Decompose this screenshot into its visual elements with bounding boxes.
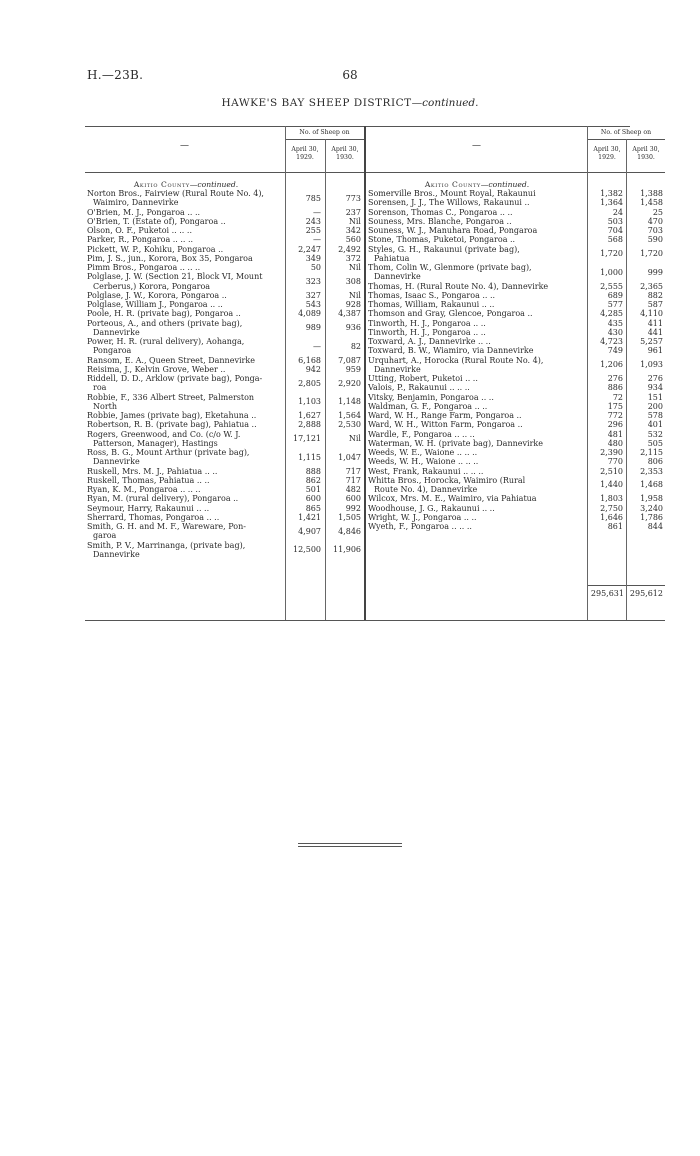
sheep-1930: 532 xyxy=(647,429,663,439)
holder-name-line: Tinworth, H. J., Pongaroa .. .. xyxy=(368,318,486,328)
holder-name-line: Weeds, W. E., Waione .. .. .. xyxy=(368,448,478,457)
center-divider xyxy=(364,126,366,620)
holder-name xyxy=(87,494,283,503)
holder-name xyxy=(368,374,584,383)
holder-name xyxy=(87,337,283,356)
holder-name xyxy=(368,439,584,448)
holder-name-line: Toxward, B. W., Wiamiro, via Dannevirke xyxy=(368,346,534,356)
sheep-1929: 327 xyxy=(305,290,321,300)
holder-name-line: Ruskell, Mrs. M. J., Pahiatua .. .. xyxy=(87,466,218,476)
holder-name-line: Souness, Mrs. Blanche, Pongaroa .. xyxy=(368,216,512,226)
holder-name-line: Reisima, J., Kelvin Grove, Weber .. xyxy=(87,364,226,374)
holder-name-line: Thomson and Gray, Glencoe, Pongaroa .. xyxy=(368,309,533,319)
sheep-1929: 704 xyxy=(607,226,623,235)
holder-name xyxy=(368,328,584,337)
holder-name-line: Styles, G. H., Rakaunui (private bag), xyxy=(368,244,520,254)
sheep-1929: 24 xyxy=(612,207,623,217)
holder-name-continuation: Route No. 4), Dannevirke xyxy=(374,485,478,494)
sheep-1929: 296 xyxy=(607,420,623,430)
holder-name xyxy=(368,226,584,235)
holder-name xyxy=(368,319,584,328)
sheep-1930: 600 xyxy=(345,494,361,504)
holder-name xyxy=(87,235,283,244)
holder-name-line: Wilcox, Mrs. M. E., Waimiro, via Pahiatua xyxy=(368,494,537,504)
sheep-1930: 372 xyxy=(345,253,361,263)
holder-name-line: Urquhart, A., Horocka (Rural Route No. 4), xyxy=(368,355,544,365)
sheep-1929: 4,723 xyxy=(600,337,623,346)
sheep-1929: 942 xyxy=(305,364,321,374)
holder-name xyxy=(87,309,283,318)
end-rule-bottom xyxy=(298,846,402,847)
right-section-heading xyxy=(368,180,586,189)
sheep-1929: 2,805 xyxy=(298,378,321,388)
holder-name xyxy=(368,309,584,318)
holder-name xyxy=(368,263,584,282)
holder-name-continuation: Pahiatua xyxy=(374,253,410,263)
holder-name-line: Pimm Bros., Pongaroa .. .. .. xyxy=(87,263,201,272)
right-section-name: Akitio County xyxy=(424,180,481,189)
sheep-1929: 1,115 xyxy=(298,452,321,462)
left-section-name: Akitio County xyxy=(133,180,190,189)
sheep-1930: 342 xyxy=(345,226,361,235)
sheep-1930: 276 xyxy=(647,374,663,383)
sheep-1929: 886 xyxy=(607,383,623,393)
holder-name xyxy=(368,430,584,439)
holder-name xyxy=(87,448,283,467)
holder-name xyxy=(87,217,283,226)
holder-name xyxy=(368,457,584,466)
sheep-1930: 2,115 xyxy=(640,448,663,457)
sheep-1930: Nil xyxy=(348,434,361,444)
holder-name xyxy=(87,356,283,365)
sheep-1929: 255 xyxy=(305,226,321,235)
sheep-1930: 844 xyxy=(647,522,663,531)
sheep-1930: 959 xyxy=(345,364,361,374)
holder-name xyxy=(368,393,584,402)
header-bottom-rule xyxy=(85,172,665,173)
holder-name-line: Norton Bros., Fairview (Rural Route No. 4), xyxy=(87,189,264,198)
sheep-1929: 865 xyxy=(305,503,321,513)
holder-name-continuation: Dannevirke xyxy=(93,457,140,467)
holder-name-continuation: Dannevirke xyxy=(93,327,140,337)
title-suffix: —continued. xyxy=(411,97,479,109)
holder-name-line: Poole, H. R. (private bag), Pongaroa .. xyxy=(87,309,241,319)
sheep-1930: 470 xyxy=(647,216,663,226)
sheep-1929: 4,907 xyxy=(298,526,321,536)
sheep-1930: 7,087 xyxy=(338,355,361,365)
sheep-1929: 1,206 xyxy=(600,360,623,370)
sheep-1930: 961 xyxy=(647,346,663,356)
right-name-header: — xyxy=(472,141,481,151)
sheep-1929: 2,510 xyxy=(600,466,623,476)
holder-name-line: Thomas, Isaac S., Pongaroa .. .. xyxy=(368,290,496,300)
sheep-1930: 82 xyxy=(350,341,361,351)
holder-name-line: Robertson, R. B. (private bag), Pahiatua .. xyxy=(87,420,257,430)
sheep-1929: 989 xyxy=(305,323,321,333)
sheep-1930: 590 xyxy=(647,235,663,245)
sheep-1929: 1,364 xyxy=(600,198,623,208)
sheep-1930: 5,257 xyxy=(640,337,663,346)
holder-name-line: Smith, G. H. and M. F., Wareware, Pon- xyxy=(87,522,246,531)
sheep-1930: 1,468 xyxy=(640,480,663,490)
right-col2-header: April 30, 1930. xyxy=(632,146,660,161)
holder-name-continuation: Cerberus,) Korora, Pongaroa xyxy=(93,281,211,291)
holder-name xyxy=(87,513,283,522)
sheep-1929: 785 xyxy=(305,193,321,203)
holder-name-line: Wright, W. J., Pongaroa .. .. xyxy=(368,512,477,522)
holder-name-line: Waterman, W. H. (private bag), Dannevirke xyxy=(368,438,543,448)
sheep-1929: 323 xyxy=(305,276,321,286)
sheep-1929: — xyxy=(313,235,321,245)
holder-name-line: Smith, P. V., Marrinanga, (private bag), xyxy=(87,540,246,550)
sheep-1930: 1,564 xyxy=(338,411,361,420)
holder-name xyxy=(87,420,283,429)
holder-name xyxy=(87,393,283,412)
sheep-1930: 999 xyxy=(647,267,663,277)
holder-name xyxy=(87,541,283,560)
sheep-1930: 308 xyxy=(345,276,361,286)
holder-name-line: Ross, B. G., Mount Arthur (private bag), xyxy=(87,448,250,457)
holder-name xyxy=(368,337,584,346)
sheep-1930: 4,846 xyxy=(338,526,361,536)
sheep-1929: 1,000 xyxy=(600,267,623,277)
left-section-heading xyxy=(87,180,285,189)
sheep-1929: 568 xyxy=(607,235,623,245)
holder-name-continuation: roa xyxy=(93,383,107,393)
sheep-1930: 505 xyxy=(647,438,663,448)
holder-name-line: Wardle, F., Pongaroa .. .. .. xyxy=(368,429,475,439)
holder-name-line: Sorenson, Thomas C., Pongaroa .. .. xyxy=(368,207,513,217)
sheep-1929: 1,627 xyxy=(298,411,321,420)
holder-name-continuation: North xyxy=(93,401,118,411)
holder-name xyxy=(87,208,283,217)
total-1929: 295,631 xyxy=(590,589,624,598)
holder-name-line: Ransom, E. A., Queen Street, Dannevirke xyxy=(87,355,255,365)
holder-name-line: Whitta Bros., Horocka, Waimiro (Rural xyxy=(368,475,526,485)
right-section-suffix: —continued. xyxy=(480,180,530,189)
sheep-1930: 237 xyxy=(345,207,361,217)
holder-name-line: Tinworth, H. J., Pongaroa .. .. xyxy=(368,327,486,337)
holder-name-continuation: Dannevirke xyxy=(93,549,140,559)
holder-name-continuation: Dannevirke xyxy=(374,272,421,282)
holder-name xyxy=(87,430,283,449)
sheep-1929: 6,168 xyxy=(298,355,321,365)
sheep-1930: 1,047 xyxy=(338,452,361,462)
holder-name-continuation: Pongaroa xyxy=(93,346,132,356)
holder-name-line: Waldman, G. F., Pongaroa .. .. xyxy=(368,401,488,411)
page-number: 68 xyxy=(342,68,358,82)
holder-name xyxy=(368,346,584,355)
sheep-1929: 577 xyxy=(607,300,623,309)
left-group-header: No. of Sheep on xyxy=(299,129,350,136)
holder-name-line: Polglase, J. W. (Section 21, Block VI, Mount xyxy=(87,272,263,282)
sheep-1930: 703 xyxy=(647,226,663,235)
holder-name xyxy=(368,467,584,476)
sheep-1929: — xyxy=(313,207,321,217)
holder-name-line: Robbie, James (private bag), Eketahuna .. xyxy=(87,411,257,420)
right-group-header: No. of Sheep on xyxy=(600,129,652,136)
sheep-1929: 2,555 xyxy=(600,281,623,291)
end-rule-top xyxy=(298,843,402,844)
holder-name-line: Sherrard, Thomas, Pongaroa .. .. xyxy=(87,512,220,522)
holder-name xyxy=(368,522,584,531)
sheep-1929: 276 xyxy=(607,374,623,383)
title-text: HAWKE'S BAY SHEEP DISTRICT xyxy=(221,97,412,109)
holder-name xyxy=(368,420,584,429)
holder-name xyxy=(87,300,283,309)
sheep-1929: 749 xyxy=(607,346,623,356)
sheep-1929: 862 xyxy=(305,475,321,485)
sheep-1930: 200 xyxy=(647,401,663,411)
sheep-1929: 50 xyxy=(310,263,321,272)
sheep-1929: 2,750 xyxy=(600,503,623,513)
sheep-1930: 4,387 xyxy=(338,309,361,319)
holder-name xyxy=(368,282,584,291)
sheep-1930: 2,365 xyxy=(640,281,663,291)
sheep-1930: 773 xyxy=(345,193,361,203)
holder-name xyxy=(368,189,584,198)
holder-name-line: Thomas, H. (Rural Route No. 4), Dannevirke xyxy=(368,281,549,291)
sheep-1929: 888 xyxy=(305,466,321,476)
document-reference: H.—23B. xyxy=(87,68,144,82)
holder-name xyxy=(87,319,283,338)
holder-name-line: Toxward, A. J., Dannevirke .. .. xyxy=(368,337,491,346)
sheep-1929: 501 xyxy=(305,485,321,494)
holder-name xyxy=(368,208,584,217)
sheep-1929: 861 xyxy=(607,522,623,531)
sheep-1929: 1,382 xyxy=(600,189,623,198)
sheep-1929: 12,500 xyxy=(293,545,321,555)
holder-name xyxy=(368,356,584,375)
holder-name-line: Seymour, Harry, Rakaunui .. .. xyxy=(87,503,210,513)
sheep-1930: 806 xyxy=(647,457,663,467)
holder-name-line: Ruskell, Thomas, Pahiatua .. .. xyxy=(87,475,210,485)
left-section-suffix: —continued. xyxy=(189,180,239,189)
holder-name xyxy=(87,374,283,393)
sheep-1930: 1,093 xyxy=(640,360,663,370)
holder-name-line: Robbie, F., 336 Albert Street, Palmerston xyxy=(87,392,255,402)
sheep-1930: 1,958 xyxy=(640,494,663,504)
left-col2-header: April 30, 1930. xyxy=(331,146,359,161)
holder-name-line: Ward, W. H., Range Farm, Pongaroa .. xyxy=(368,411,522,420)
sheep-1929: 2,247 xyxy=(298,244,321,254)
sheep-1930: Nil xyxy=(348,263,361,272)
holder-name-line: Somerville Bros., Mount Royal, Rakaunui xyxy=(368,189,536,198)
holder-name-line: Ward, W. H., Witton Farm, Pongaroa .. xyxy=(368,420,523,430)
sheep-1930: 2,530 xyxy=(338,420,361,430)
holder-name xyxy=(87,522,283,541)
page-title xyxy=(0,97,700,109)
total-1930: 295,612 xyxy=(629,589,663,598)
holder-name-line: Rogers, Greenwood, and Co. (c/o W. J. xyxy=(87,429,241,439)
holder-name xyxy=(368,300,584,309)
sheep-1929: 772 xyxy=(607,411,623,420)
sheep-1929: 1,421 xyxy=(298,512,321,522)
sheep-1930: 2,920 xyxy=(338,378,361,388)
sheep-1929: 1,720 xyxy=(600,249,623,259)
sheep-1929: 480 xyxy=(607,438,623,448)
holder-name xyxy=(368,476,584,495)
left-name-header: — xyxy=(180,141,189,151)
holder-name xyxy=(368,411,584,420)
holder-name-line: Sorensen, J. J., The Willows, Rakaunui .. xyxy=(368,198,530,208)
sheep-1930: 151 xyxy=(647,392,663,402)
sheep-1930: 717 xyxy=(345,466,361,476)
holder-name xyxy=(368,494,584,503)
sheep-1929: 503 xyxy=(607,216,623,226)
holder-name xyxy=(87,411,283,420)
holder-name-line: Vitsky, Benjamin, Pongaroa .. .. xyxy=(368,392,494,402)
holder-name-line: Thomas, William, Rakaunui .. .. xyxy=(368,300,495,309)
sheep-1930: 401 xyxy=(647,420,663,430)
holder-name-line: Ryan, K. M., Pongaroa .. .. .. xyxy=(87,485,201,494)
sheep-1929: 4,285 xyxy=(600,309,623,319)
holder-name-line: Porteous, A., and others (private bag), xyxy=(87,318,243,328)
right-col1-header: April 30, 1929. xyxy=(593,146,621,161)
holder-name-continuation: garoa xyxy=(93,531,117,541)
holder-name xyxy=(368,291,584,300)
holder-name xyxy=(87,504,283,513)
sheep-1930: 882 xyxy=(647,290,663,300)
sheep-1930: 560 xyxy=(345,235,361,245)
holder-name-line: Olson, O. F., Puketoi .. .. .. xyxy=(87,226,192,235)
sheep-1929: 1,440 xyxy=(600,480,623,490)
holder-name xyxy=(87,485,283,494)
holder-name-line: Pickett, W. P., Kohiku, Pongaroa .. xyxy=(87,244,224,254)
sheep-1929: 1,646 xyxy=(600,512,623,522)
holder-name xyxy=(87,272,283,291)
sheep-1930: 1,505 xyxy=(338,512,361,522)
holder-name xyxy=(87,226,283,235)
sheep-1930: 482 xyxy=(345,485,361,494)
sheep-1929: 1,803 xyxy=(600,494,623,504)
holder-name xyxy=(368,217,584,226)
holder-name-continuation: Patterson, Manager), Hastings xyxy=(93,438,218,448)
left-col1-header: April 30, 1929. xyxy=(291,146,319,161)
holder-name xyxy=(87,254,283,263)
sheep-1930: 1,458 xyxy=(640,198,663,208)
table-top-rule xyxy=(85,126,630,127)
sheep-1929: 600 xyxy=(305,494,321,504)
holder-name xyxy=(87,476,283,485)
holder-name xyxy=(368,198,584,207)
holder-name-line: Weeds, W. H., Waione .. .. .. xyxy=(368,457,479,467)
holder-name-line: West, Frank, Rakaunui .. .. .. xyxy=(368,466,484,476)
holder-name-line: Utting, Robert, Puketoi .. .. xyxy=(368,374,478,383)
sheep-1930: 578 xyxy=(647,411,663,420)
sheep-1929: 72 xyxy=(612,392,623,402)
sheep-1930: 441 xyxy=(647,327,663,337)
holder-name xyxy=(87,467,283,476)
sheep-1929: 2,888 xyxy=(298,420,321,430)
sheep-1929: 430 xyxy=(607,327,623,337)
holder-name xyxy=(87,263,283,272)
sheep-1930: 1,720 xyxy=(640,249,663,259)
holder-name xyxy=(368,448,584,457)
sheep-1930: 2,492 xyxy=(338,244,361,254)
sheep-1929: 770 xyxy=(607,457,623,467)
sheep-1929: 689 xyxy=(607,290,623,300)
sheep-1929: 2,390 xyxy=(600,448,623,457)
holder-name-line: Riddell, D. D., Arklow (private bag), Ponga- xyxy=(87,374,263,383)
holder-name-line: Pim, J. S., jun., Korora, Box 35, Pongaroa xyxy=(87,253,253,263)
sheep-1930: 992 xyxy=(345,503,361,513)
sheep-1930: 1,388 xyxy=(640,189,663,198)
holder-name xyxy=(87,365,283,374)
holder-name-continuation: Dannevirke xyxy=(374,364,421,374)
sheep-1930: 1,786 xyxy=(640,512,663,522)
holder-name-line: Wyeth, F., Pongaroa .. .. .. xyxy=(368,522,472,531)
sheep-1930: 934 xyxy=(647,383,663,393)
sheep-1930: Nil xyxy=(348,216,361,226)
sheep-1929: — xyxy=(313,341,321,351)
holder-name-line: Thom, Colin W., Glenmore (private bag), xyxy=(368,263,532,272)
holder-name-line: Polglase, J. W., Korora, Pongaroa .. xyxy=(87,290,227,300)
sheep-1929: 17,121 xyxy=(293,434,321,444)
sheep-1929: 243 xyxy=(305,216,321,226)
holder-name xyxy=(368,245,584,264)
sheep-1930: 936 xyxy=(345,323,361,333)
sheep-1929: 349 xyxy=(305,253,321,263)
sheep-1930: 4,110 xyxy=(640,309,663,319)
holder-name xyxy=(368,402,584,411)
sheep-1930: 11,906 xyxy=(333,545,361,555)
holder-name xyxy=(87,189,283,208)
sheep-1930: 2,353 xyxy=(640,466,663,476)
sheep-1929: 4,089 xyxy=(298,309,321,319)
sheep-1930: 25 xyxy=(652,207,663,217)
holder-name-line: Parker, R., Pongaroa .. .. .. xyxy=(87,235,194,245)
sheep-1930: 1,148 xyxy=(338,397,361,407)
sheep-1929: 1,103 xyxy=(298,397,321,407)
holder-name xyxy=(368,383,584,392)
sheep-1930: 717 xyxy=(345,475,361,485)
sheep-1929: 543 xyxy=(305,300,321,309)
holder-name-line: Valois, P., Rakaunui .. .. .. xyxy=(368,383,470,393)
sheep-1930: 928 xyxy=(345,300,361,309)
holder-name-line: Ryan, M. (rural delivery), Pongaroa .. xyxy=(87,494,239,504)
holder-name-line: O'Brien, M. J., Pongaroa .. .. xyxy=(87,207,201,217)
holder-name xyxy=(368,504,584,513)
holder-name-line: Stone, Thomas, Puketoi, Pongaroa .. xyxy=(368,235,516,245)
holder-name-continuation: Waimiro, Dannevirke xyxy=(93,198,179,208)
sheep-1929: 435 xyxy=(607,318,623,328)
sheep-1930: Nil xyxy=(348,290,361,300)
sheep-1930: 3,240 xyxy=(640,503,663,513)
table-bottom-rule xyxy=(85,620,665,621)
holder-name xyxy=(87,291,283,300)
holder-name-line: Woodhouse, J. G., Rakaunui .. .. xyxy=(368,503,495,513)
sheep-1930: 411 xyxy=(647,318,663,328)
holder-name-line: O'Brien, T. (Estate of), Pongaroa .. xyxy=(87,216,226,226)
holder-name xyxy=(87,245,283,254)
holder-name-line: Power, H. R. (rural delivery), Aohanga, xyxy=(87,337,245,346)
sheep-1929: 175 xyxy=(607,401,623,411)
holder-name-line: Polglase, William J., Pongaroa .. .. xyxy=(87,300,223,309)
sheep-1930: 587 xyxy=(647,300,663,309)
holder-name-line: Souness, W. J., Manuhara Road, Pongaroa xyxy=(368,226,538,235)
sheep-1929: 481 xyxy=(607,429,623,439)
holder-name xyxy=(368,235,584,244)
holder-name xyxy=(368,513,584,522)
